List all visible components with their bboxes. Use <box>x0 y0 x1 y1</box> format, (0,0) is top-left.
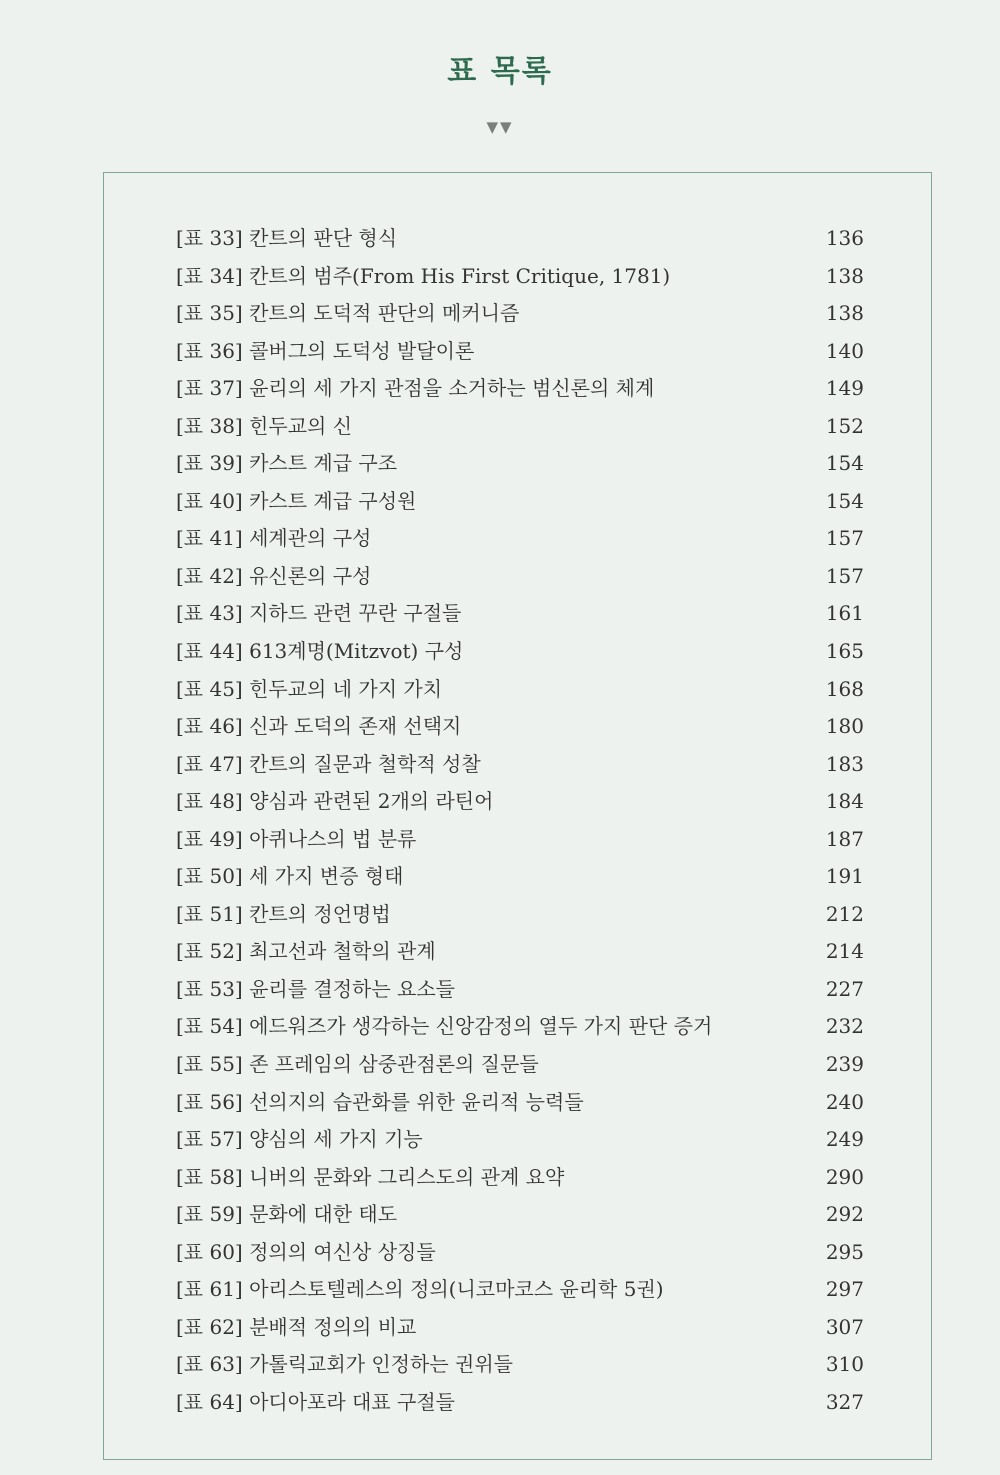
page-number: 138 <box>825 263 864 288</box>
list-item[interactable] <box>176 671 864 709</box>
table-title: [표 54] 에드워즈가 생각하는 신앙감정의 열두 가지 판단 증거 <box>176 1014 713 1039</box>
table-title: [표 56] 선의지의 습관화를 위한 윤리적 능력들 <box>176 1089 584 1114</box>
list-item[interactable] <box>176 783 864 821</box>
page-number: 157 <box>825 563 864 588</box>
page-title: 표 목록 <box>447 54 553 89</box>
table-title: [표 39] 카스트 계급 구조 <box>176 451 398 476</box>
page-number: 214 <box>825 939 864 964</box>
page-number: 180 <box>825 714 864 739</box>
page-number: 184 <box>825 789 864 814</box>
table-title: [표 48] 양심과 관련된 2개의 라틴어 <box>176 789 494 814</box>
table-title: [표 52] 최고선과 철학의 관계 <box>176 939 436 964</box>
page-number: 140 <box>825 338 864 363</box>
table-title: [표 47] 칸트의 질문과 철학적 성찰 <box>176 751 481 776</box>
table-title: [표 55] 존 프레임의 삼중관점론의 질문들 <box>176 1052 539 1077</box>
list-item[interactable] <box>176 595 864 633</box>
page-number: 227 <box>825 976 864 1001</box>
table-title: [표 38] 힌두교의 신 <box>176 413 353 438</box>
list-item[interactable] <box>176 333 864 371</box>
table-title: [표 33] 칸트의 판단 형식 <box>176 226 398 250</box>
table-title: [표 42] 유신론의 구성 <box>176 563 372 588</box>
list-item[interactable] <box>176 220 864 258</box>
page-number: 212 <box>825 901 864 926</box>
page-number: 292 <box>825 1202 864 1227</box>
table-list <box>176 220 864 1422</box>
page-number: 239 <box>825 1052 864 1077</box>
list-item[interactable] <box>176 445 864 483</box>
table-title: [표 34] 칸트의 범주(From His First Critique, 1781) <box>176 263 671 288</box>
page-number: 168 <box>825 676 864 701</box>
list-item[interactable] <box>176 933 864 971</box>
page-number: 183 <box>825 751 864 776</box>
list-item[interactable] <box>176 295 864 333</box>
page-number: 138 <box>825 301 864 326</box>
list-item[interactable] <box>176 408 864 446</box>
table-title: [표 51] 칸트의 정언명법 <box>176 901 391 926</box>
page-number: 249 <box>825 1127 864 1152</box>
table-title: [표 57] 양심의 세 가지 기능 <box>176 1127 423 1152</box>
list-item[interactable] <box>176 633 864 671</box>
list-item[interactable] <box>176 971 864 1009</box>
list-item[interactable] <box>176 858 864 896</box>
table-title: [표 63] 가톨릭교회가 인정하는 권위들 <box>176 1352 513 1377</box>
page-number: 191 <box>825 864 864 889</box>
list-item[interactable] <box>176 520 864 558</box>
list-item[interactable] <box>176 258 864 296</box>
list-item[interactable] <box>176 708 864 746</box>
table-title: [표 37] 윤리의 세 가지 관점을 소거하는 범신론의 체계 <box>176 376 655 401</box>
list-item[interactable] <box>176 821 864 859</box>
table-title: [표 44] 613계명(Mitzvot) 구성 <box>176 639 464 664</box>
table-title: [표 41] 세계관의 구성 <box>176 526 372 551</box>
table-title: [표 50] 세 가지 변증 형태 <box>176 864 404 889</box>
page-number: 295 <box>825 1239 864 1264</box>
page-number: 157 <box>825 526 864 551</box>
page-number: 165 <box>825 639 864 664</box>
table-title: [표 53] 윤리를 결정하는 요소들 <box>176 976 456 1001</box>
table-title: [표 40] 카스트 계급 구성원 <box>176 488 417 513</box>
table-title: [표 43] 지하드 관련 꾸란 구절들 <box>176 601 462 626</box>
list-item[interactable] <box>176 1271 864 1309</box>
list-item[interactable] <box>176 1234 864 1272</box>
table-title: [표 45] 힌두교의 네 가지 가치 <box>176 676 443 701</box>
page-number: 136 <box>825 226 864 250</box>
table-title: [표 35] 칸트의 도덕적 판단의 메커니즘 <box>176 301 520 326</box>
table-title: [표 49] 아퀴나스의 법 분류 <box>176 826 417 851</box>
table-title: [표 36] 콜버그의 도덕성 발달이론 <box>176 338 475 363</box>
list-item[interactable] <box>176 1309 864 1347</box>
page-number: 154 <box>825 488 864 513</box>
title-marker-icon: ▼▼ <box>486 118 514 136</box>
list-item[interactable] <box>176 746 864 784</box>
page-number: 187 <box>825 826 864 851</box>
table-title: [표 46] 신과 도덕의 존재 선택지 <box>176 714 462 739</box>
page-number: 161 <box>825 601 864 626</box>
list-item[interactable] <box>176 1121 864 1159</box>
page-number: 152 <box>825 413 864 438</box>
list-item[interactable] <box>176 896 864 934</box>
list-item[interactable] <box>176 1159 864 1197</box>
list-item[interactable] <box>176 558 864 596</box>
table-title: [표 60] 정의의 여신상 상징들 <box>176 1239 436 1264</box>
list-item[interactable] <box>176 1384 864 1422</box>
page-number: 232 <box>825 1014 864 1039</box>
page-number: 310 <box>825 1352 864 1377</box>
list-item[interactable] <box>176 483 864 521</box>
list-item[interactable] <box>176 1084 864 1122</box>
page-number: 154 <box>825 451 864 476</box>
page-number: 240 <box>825 1089 864 1114</box>
table-title: [표 59] 문화에 대한 태도 <box>176 1202 398 1227</box>
table-title: [표 58] 니버의 문화와 그리스도의 관계 요약 <box>176 1164 565 1189</box>
table-title: [표 64] 아디아포라 대표 구절들 <box>176 1389 456 1414</box>
list-item[interactable] <box>176 1196 864 1234</box>
page-number: 327 <box>825 1389 864 1414</box>
page-number: 307 <box>825 1314 864 1339</box>
list-item[interactable] <box>176 1346 864 1384</box>
page-number: 149 <box>825 376 864 401</box>
page-number: 290 <box>825 1164 864 1189</box>
page-number: 297 <box>825 1277 864 1302</box>
list-item[interactable] <box>176 370 864 408</box>
list-item[interactable] <box>176 1008 864 1046</box>
list-item[interactable] <box>176 1046 864 1084</box>
table-title: [표 61] 아리스토텔레스의 정의(니코마코스 윤리학 5권) <box>176 1277 664 1302</box>
table-title: [표 62] 분배적 정의의 비교 <box>176 1314 417 1339</box>
